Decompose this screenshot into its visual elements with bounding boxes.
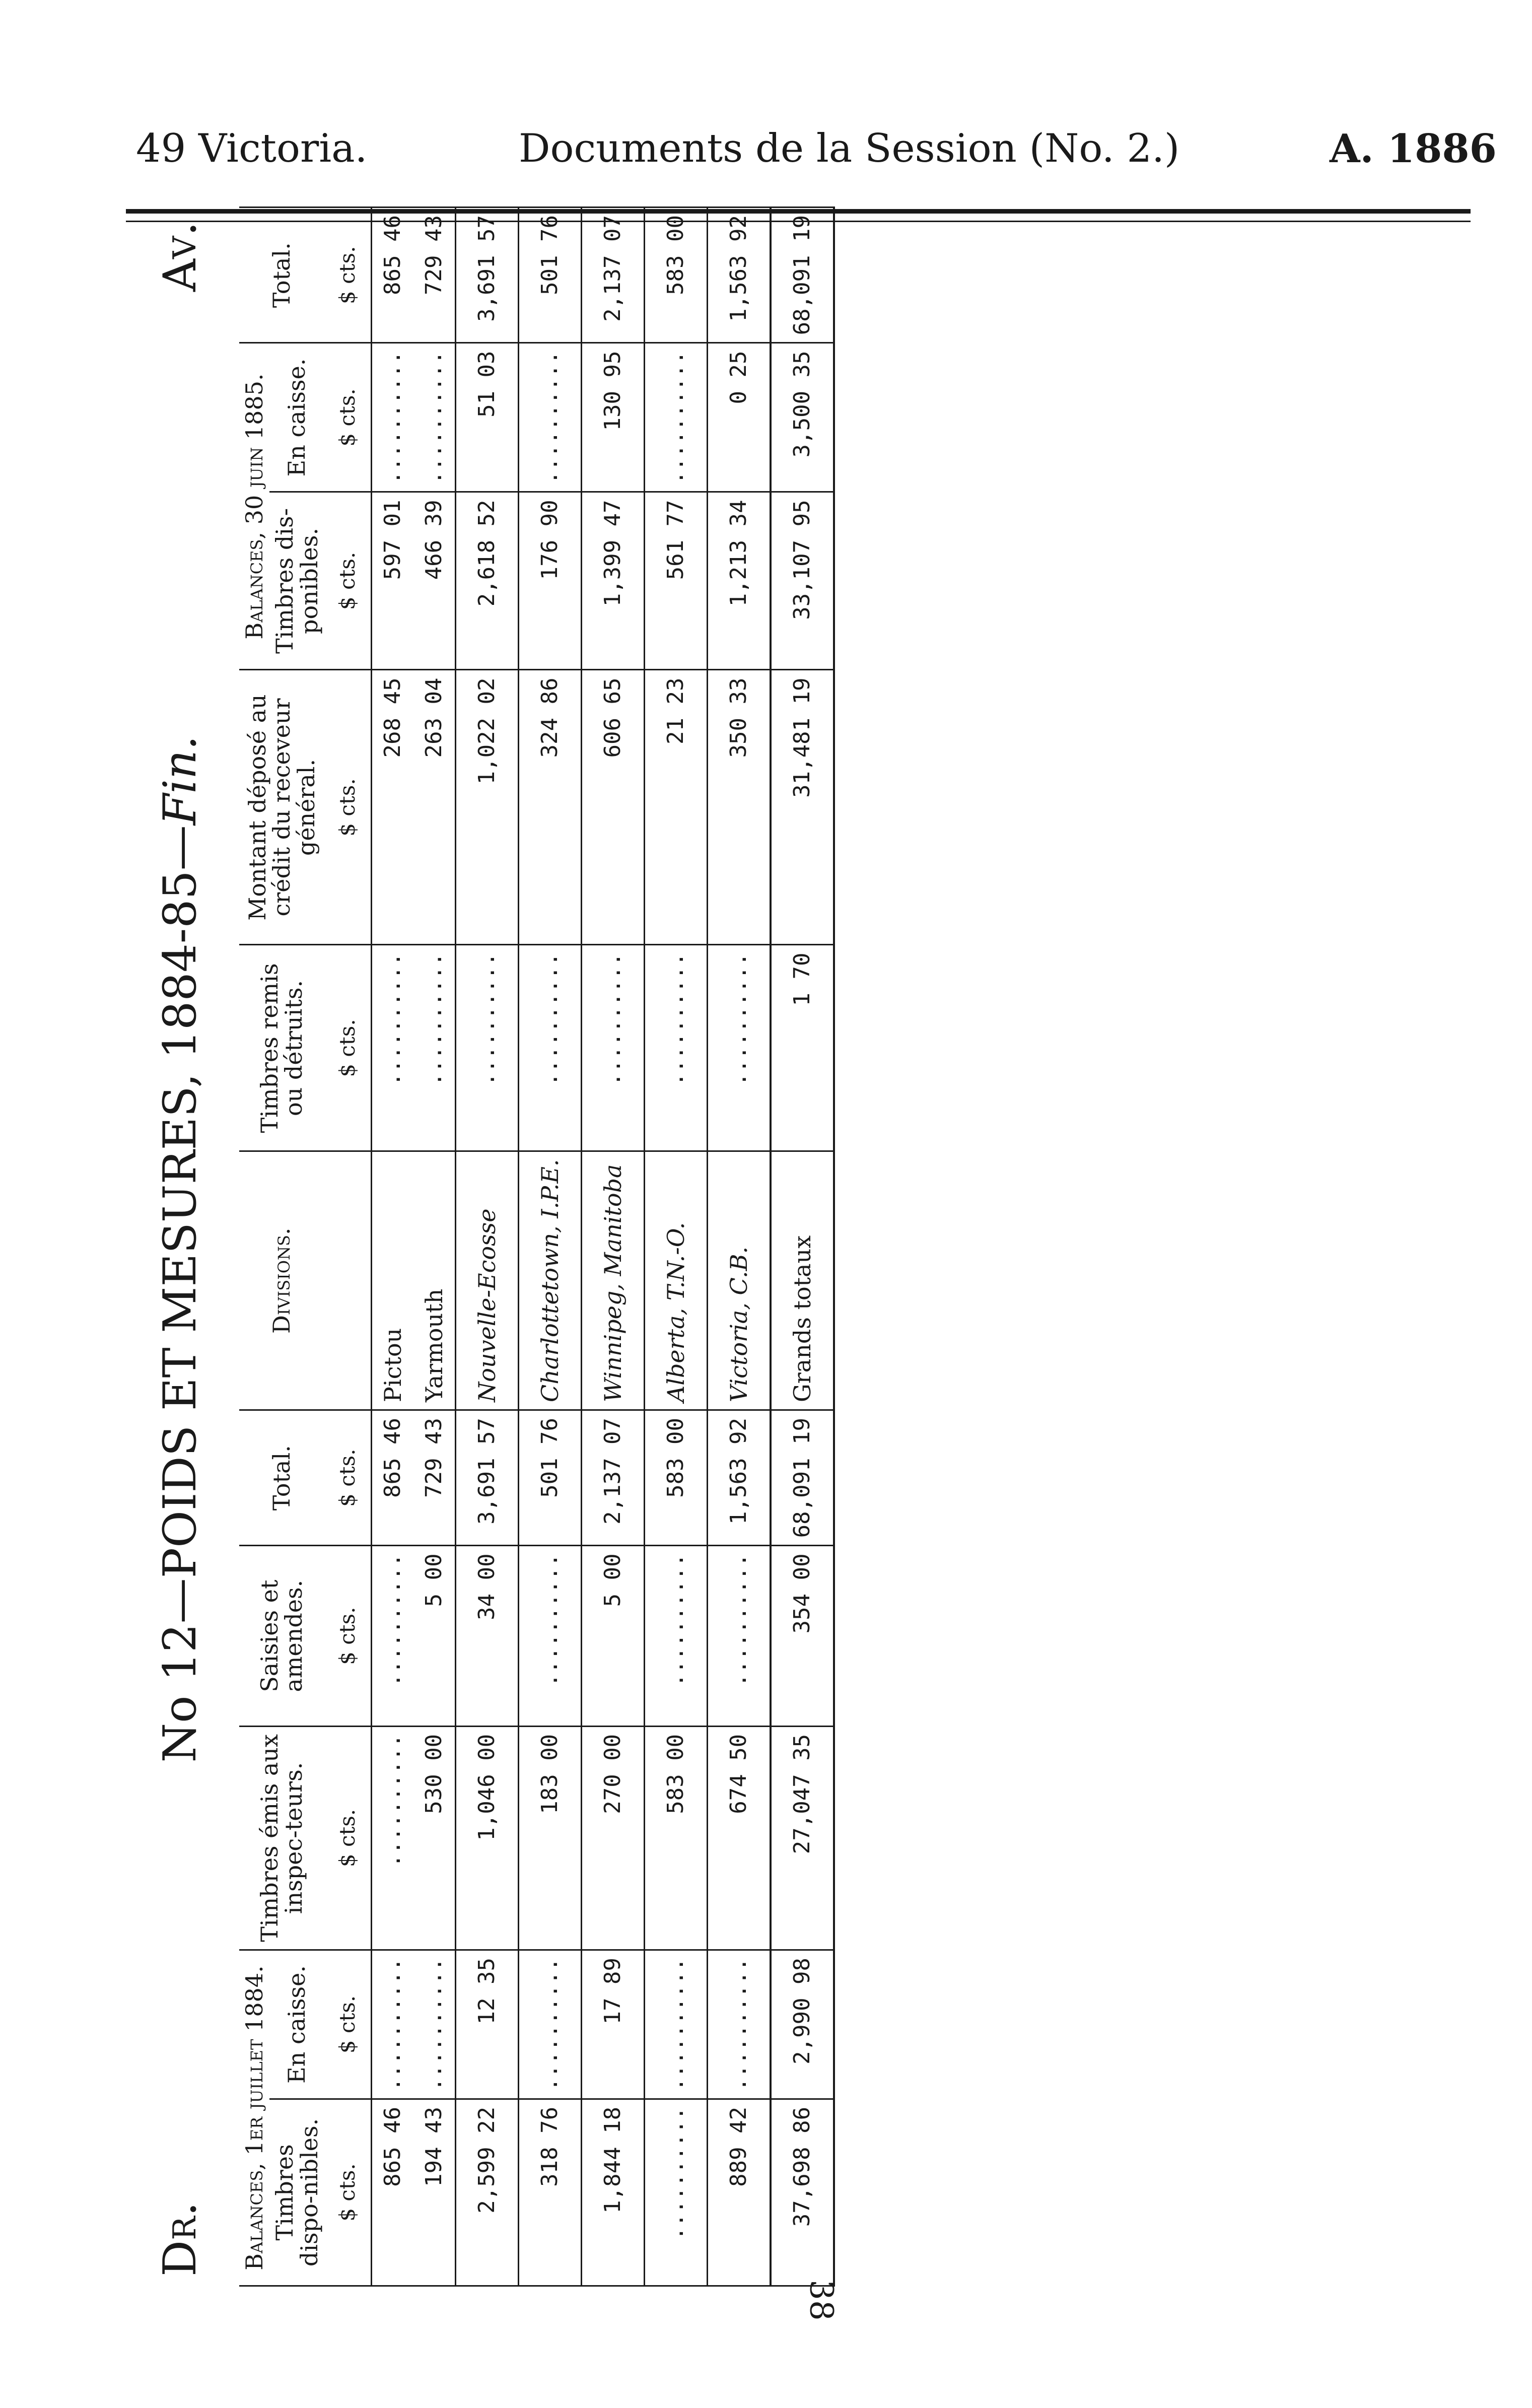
col-montant-depose: Montant déposé au crédit du receveur général.	[239, 670, 324, 945]
grand-total-right: 68,091 19	[771, 208, 834, 343]
header-row-1	[239, 208, 269, 2286]
grand-timbres-disp: 37,698 86	[771, 2099, 834, 2286]
cell-division: Pictou	[371, 1151, 413, 1410]
cell-remis: ..........	[644, 945, 707, 1151]
grand-timbres-disp-1885: 33,107 95	[771, 492, 834, 670]
cell-timbres-disp-1885: 2,618 52	[455, 492, 518, 670]
col-timbres-disp-1885: Timbres dis-ponibles.	[269, 492, 324, 670]
table-title	[154, 191, 206, 2307]
cell-division: Nouvelle-Ecosse	[455, 1151, 518, 1410]
cell-total: 3,691 57	[455, 1410, 518, 1545]
table-row	[518, 208, 581, 2286]
cell-division: Winnipeg, Manitoba	[581, 1151, 644, 1410]
cell-en-caisse: ..........	[518, 1950, 581, 2099]
cell-timbres-disp-1885: 1,399 47	[581, 492, 644, 670]
cell-timbres-disp: 1,844 18	[581, 2099, 644, 2286]
cell-division: Alberta, T.N.-O.	[644, 1151, 707, 1410]
table-title-text: No 12—POIDS ET MESURES, 1884-85—	[154, 825, 206, 1763]
cell-timbres-disp-1885: 561 77	[644, 492, 707, 670]
grand-remis: 1 70	[771, 945, 834, 1151]
col-saisies: Saisies et amendes.	[239, 1546, 324, 1726]
cell-en-caisse-1885: 51 03	[455, 343, 518, 492]
grand-montant: 31,481 19	[771, 670, 834, 945]
cell-en-caisse-1885: ..........	[371, 343, 413, 492]
grand-saisies: 354 00	[771, 1546, 834, 1726]
cell-timbres-emis: ..........	[371, 1726, 413, 1950]
cell-total-right: 729 43	[413, 208, 456, 343]
page-number: 38	[802, 2280, 840, 2321]
cell-montant: 350 33	[707, 670, 771, 945]
table-row	[581, 208, 644, 2286]
cell-division: Charlottetown, I.P.E.	[518, 1151, 581, 1410]
cell-remis: ..........	[707, 945, 771, 1151]
cell-en-caisse: ..........	[413, 1950, 456, 2099]
cell-timbres-disp-1885: 597 01	[371, 492, 413, 670]
cell-montant: 606 65	[581, 670, 644, 945]
cell-timbres-disp: 2,599 22	[455, 2099, 518, 2286]
col-en-caisse-1885: En caisse.	[269, 343, 324, 492]
table-row	[644, 208, 707, 2286]
cell-timbres-disp-1885: 466 39	[413, 492, 456, 670]
cell-timbres-disp: 865 46	[371, 2099, 413, 2286]
header-center: Documents de la Session (No. 2.)	[519, 126, 1180, 171]
debit-label: Dr.	[154, 2201, 206, 2277]
rotated-table-region	[151, 191, 1158, 2307]
cell-en-caisse-1885: ..........	[644, 343, 707, 492]
cell-timbres-disp: 194 43	[413, 2099, 456, 2286]
cell-total-right: 583 00	[644, 208, 707, 343]
cell-montant: 268 45	[371, 670, 413, 945]
grand-total: 68,091 19	[771, 1410, 834, 1545]
cell-timbres-disp: 889 42	[707, 2099, 771, 2286]
table-row	[413, 208, 456, 2286]
cell-en-caisse: 17 89	[581, 1950, 644, 2099]
cell-total-right: 2,137 07	[581, 208, 644, 343]
cell-en-caisse: ..........	[644, 1950, 707, 2099]
table-title-bar	[151, 191, 212, 2307]
cell-timbres-emis: 674 50	[707, 1726, 771, 1950]
cell-total-right: 3,691 57	[455, 208, 518, 343]
cell-saisies: 5 00	[413, 1546, 456, 1726]
cell-en-caisse: ..........	[707, 1950, 771, 2099]
unit-cell: $ cts.	[324, 1726, 372, 1950]
cell-total: 583 00	[644, 1410, 707, 1545]
table-row	[371, 208, 413, 2286]
cell-total: 2,137 07	[581, 1410, 644, 1545]
col-timbres-emis: Timbres émis aux inspec-teurs.	[239, 1726, 324, 1950]
col-total-right: Total.	[239, 208, 324, 343]
cell-saisies: 5 00	[581, 1546, 644, 1726]
unit-cell: $ cts.	[324, 1410, 372, 1545]
cell-timbres-disp-1885: 1,213 34	[707, 492, 771, 670]
cell-total: 1,563 92	[707, 1410, 771, 1545]
grand-en-caisse: 2,990 98	[771, 1950, 834, 2099]
cell-en-caisse-1885: ..........	[413, 343, 456, 492]
unit-cell: $ cts.	[324, 670, 372, 945]
cell-total-right: 865 46	[371, 208, 413, 343]
header-right: A. 1886	[1330, 126, 1497, 172]
cell-timbres-disp: 318 76	[518, 2099, 581, 2286]
col-balances-1885: Balances, 30 juin 1885.	[239, 343, 269, 670]
header-left: 49 Victoria.	[136, 126, 368, 171]
cell-total: 729 43	[413, 1410, 456, 1545]
cell-total: 865 46	[371, 1410, 413, 1545]
unit-cell: $ cts.	[324, 2099, 372, 2286]
cell-total-right: 1,563 92	[707, 208, 771, 343]
col-timbres-disp-1884: Timbres dispo-nibles.	[269, 2099, 324, 2286]
ledger-table	[239, 207, 835, 2287]
table-title-fin: Fin.	[154, 735, 206, 825]
unit-cell: $ cts.	[324, 945, 372, 1151]
cell-saisies: ..........	[518, 1546, 581, 1726]
cell-montant: 1,022 02	[455, 670, 518, 945]
cell-remis: ..........	[413, 945, 456, 1151]
cell-total: 501 76	[518, 1410, 581, 1545]
table-row	[707, 208, 771, 2286]
grand-en-caisse-1885: 3,500 35	[771, 343, 834, 492]
cell-saisies: 34 00	[455, 1546, 518, 1726]
cell-montant: 324 86	[518, 670, 581, 945]
credit-label: Av.	[154, 222, 206, 292]
cell-saisies: ..........	[644, 1546, 707, 1726]
cell-montant: 21 23	[644, 670, 707, 945]
grand-division: Grands totaux	[771, 1151, 834, 1410]
table-row	[455, 208, 518, 2286]
cell-timbres-emis: 1,046 00	[455, 1726, 518, 1950]
units-row	[324, 208, 372, 2286]
col-timbres-remis: Timbres remis ou détruits.	[239, 945, 324, 1151]
cell-timbres-emis: 270 00	[581, 1726, 644, 1950]
cell-remis: ..........	[581, 945, 644, 1151]
cell-en-caisse-1885: 0 25	[707, 343, 771, 492]
cell-remis: ..........	[518, 945, 581, 1151]
cell-en-caisse-1885: 130 95	[581, 343, 644, 492]
unit-cell: $ cts.	[324, 1546, 372, 1726]
col-en-caisse-1884: En caisse.	[269, 1950, 324, 2099]
cell-en-caisse: ..........	[371, 1950, 413, 2099]
col-divisions: Divisions.	[239, 1151, 324, 1410]
cell-en-caisse-1885: ..........	[518, 343, 581, 492]
cell-remis: ..........	[371, 945, 413, 1151]
unit-cell-empty	[324, 1151, 372, 1410]
cell-montant: 263 04	[413, 670, 456, 945]
cell-division: Victoria, C.B.	[707, 1151, 771, 1410]
cell-saisies: ..........	[371, 1546, 413, 1726]
cell-timbres-emis: 583 00	[644, 1726, 707, 1950]
cell-en-caisse: 12 35	[455, 1950, 518, 2099]
cell-remis: ..........	[455, 945, 518, 1151]
unit-cell: $ cts.	[324, 1950, 372, 2099]
unit-cell: $ cts.	[324, 208, 372, 343]
col-balances-1884: Balances, 1er juillet 1884.	[239, 1950, 269, 2286]
cell-timbres-disp-1885: 176 90	[518, 492, 581, 670]
cell-division: Yarmouth	[413, 1151, 456, 1410]
grand-total-row	[771, 208, 834, 2286]
unit-cell: $ cts.	[324, 492, 372, 670]
unit-cell: $ cts.	[324, 343, 372, 492]
cell-saisies: ..........	[707, 1546, 771, 1726]
col-total-left: Total.	[239, 1410, 324, 1545]
cell-total-right: 501 76	[518, 208, 581, 343]
cell-timbres-disp: ..........	[644, 2099, 707, 2286]
cell-timbres-emis: 183 00	[518, 1726, 581, 1950]
grand-timbres-emis: 27,047 35	[771, 1726, 834, 1950]
cell-timbres-emis: 530 00	[413, 1726, 456, 1950]
